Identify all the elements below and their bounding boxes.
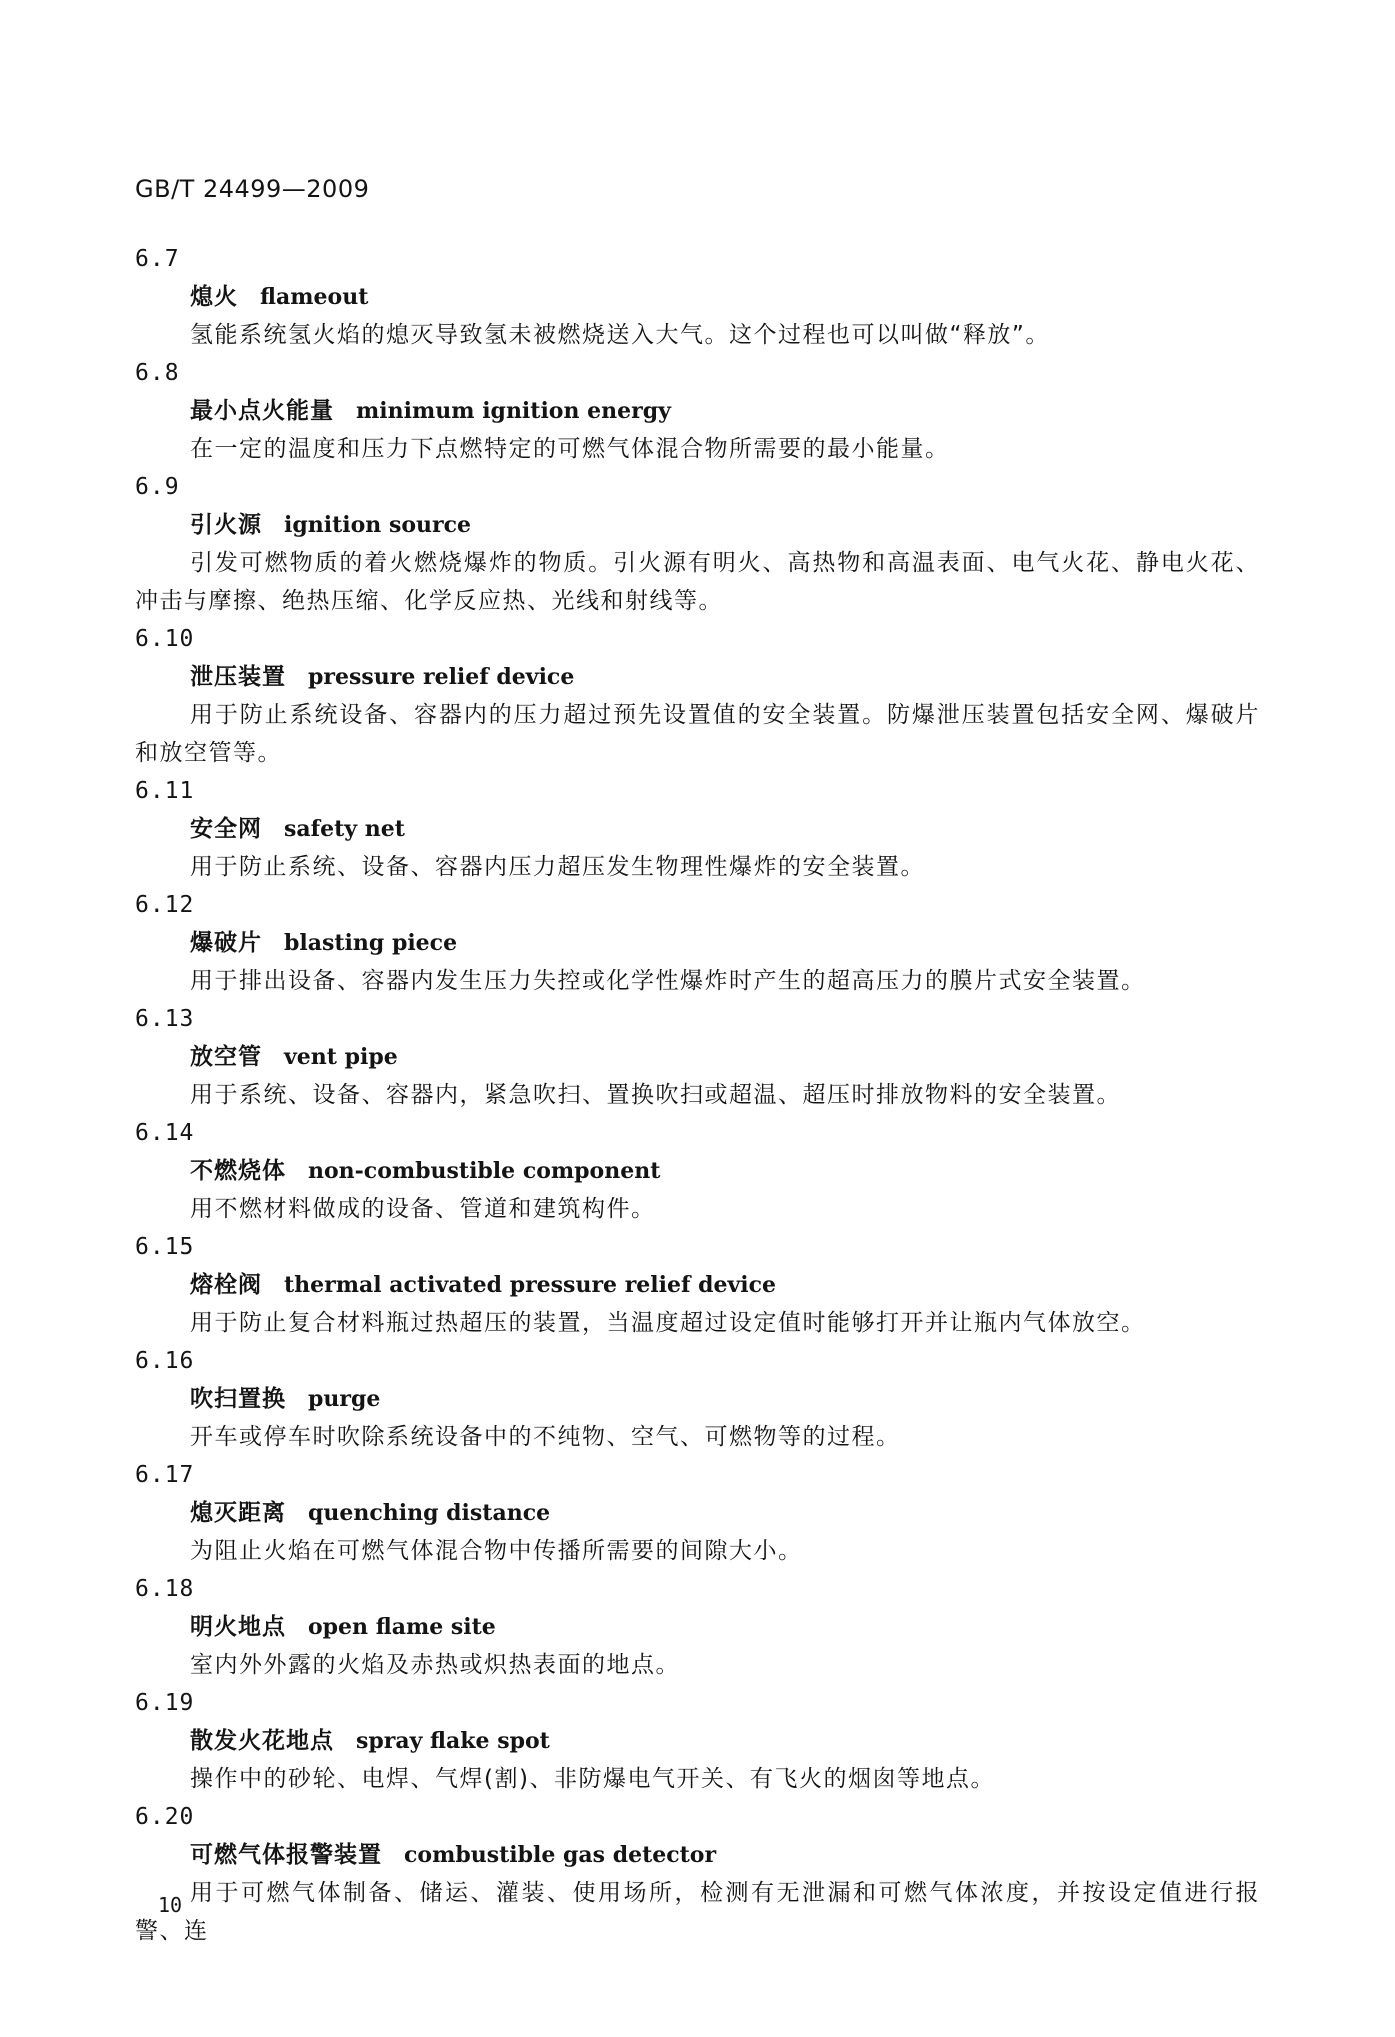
term-chinese: 明火地点 [190,1614,286,1640]
term-title [135,392,1260,430]
term-title [135,1608,1260,1646]
term-definition: 用于防止系统设备、容器内的压力超过预先设置值的安全装置。防爆泄压装置包括安全网、爆破片和放空管等。 [135,702,1260,766]
term-definition: 用不燃材料做成的设备、管道和建筑构件。 [190,1196,656,1222]
clause-number: 6.19 [135,1690,195,1716]
term-title [135,1722,1260,1760]
clause-number: 6.10 [135,626,195,652]
term-title [135,278,1260,316]
term-entry-6-18 [135,1570,1260,1684]
term-definition: 操作中的砂轮、电焊、气焊(割)、非防爆电气开关、有飞火的烟囱等地点。 [190,1766,995,1792]
clause-number: 6.15 [135,1234,195,1260]
clause-number: 6.18 [135,1576,195,1602]
term-entry-6-7 [135,240,1260,354]
term-title [135,1380,1260,1418]
term-definition: 用于可燃气体制备、储运、灌装、使用场所，检测有无泄漏和可燃气体浓度，并按设定值进行报警、连 [135,1880,1260,1944]
term-english: open flame site [308,1614,496,1640]
term-definition: 为阻止火焰在可燃气体混合物中传播所需要的间隙大小。 [190,1538,803,1564]
term-english: flameout [260,284,369,310]
clause-number: 6.8 [135,360,180,386]
term-english: thermal activated pressure relief device [284,1272,777,1298]
term-english: combustible gas detector [404,1842,717,1868]
term-english: minimum ignition energy [356,398,671,424]
term-definition: 引发可燃物质的着火燃烧爆炸的物质。引火源有明火、高热物和高温表面、电气火花、静电火花、冲击与摩擦、绝热压缩、化学反应热、光线和射线等。 [135,550,1260,614]
term-chinese: 泄压装置 [190,664,286,690]
term-chinese: 爆破片 [190,930,262,956]
term-english: spray flake spot [356,1728,550,1754]
term-chinese: 可燃气体报警装置 [190,1842,382,1868]
term-entry-6-13 [135,1000,1260,1114]
term-chinese: 不燃烧体 [190,1158,286,1184]
term-definition: 用于防止系统、设备、容器内压力超压发生物理性爆炸的安全装置。 [190,854,925,880]
term-english: blasting piece [284,930,458,956]
term-entry-6-17 [135,1456,1260,1570]
term-english: non-combustible component [308,1158,661,1184]
clause-number: 6.7 [135,246,180,272]
clause-number: 6.11 [135,778,195,804]
term-title [135,1038,1260,1076]
term-entry-6-20 [135,1798,1260,1950]
term-definition: 在一定的温度和压力下点燃特定的可燃气体混合物所需要的最小能量。 [190,436,950,462]
term-chinese: 散发火花地点 [190,1728,334,1754]
page-number: 10 [158,1893,183,1917]
standard-header: GB/T 24499—2009 [135,175,370,203]
term-english: vent pipe [284,1044,398,1070]
term-chinese: 安全网 [190,816,262,842]
term-definition: 用于防止复合材料瓶过热超压的装置，当温度超过设定值时能够打开并让瓶内气体放空。 [190,1310,1146,1336]
term-chinese: 熔栓阀 [190,1272,262,1298]
term-english: pressure relief device [308,664,575,690]
term-title [135,1266,1260,1304]
term-entry-6-8 [135,354,1260,468]
term-entry-6-16 [135,1342,1260,1456]
term-chinese: 吹扫置换 [190,1386,286,1412]
term-title [135,1836,1260,1874]
term-entry-6-9 [135,468,1260,620]
clause-number: 6.17 [135,1462,195,1488]
term-title [135,924,1260,962]
term-title [135,506,1260,544]
term-english: quenching distance [308,1500,551,1526]
term-english: ignition source [284,512,471,538]
term-definition: 用于系统、设备、容器内，紧急吹扫、置换吹扫或超温、超压时排放物料的安全装置。 [190,1082,1121,1108]
term-definition: 氢能系统氢火焰的熄灭导致氢未被燃烧送入大气。这个过程也可以叫做“释放”。 [190,322,1050,348]
term-definition: 室内外外露的火焰及赤热或炽热表面的地点。 [190,1652,680,1678]
term-title [135,810,1260,848]
clause-number: 6.20 [135,1804,195,1830]
clause-number: 6.16 [135,1348,195,1374]
clause-number: 6.12 [135,892,195,918]
term-english: purge [308,1386,381,1412]
term-chinese: 熄火 [190,284,238,310]
term-entry-6-12 [135,886,1260,1000]
term-definition: 开车或停车时吹除系统设备中的不纯物、空气、可燃物等的过程。 [190,1424,901,1450]
term-entry-6-19 [135,1684,1260,1798]
term-title [135,1152,1260,1190]
term-entry-6-10 [135,620,1260,772]
term-entry-6-15 [135,1228,1260,1342]
term-chinese: 最小点火能量 [190,398,334,424]
term-title [135,1494,1260,1532]
term-entry-6-14 [135,1114,1260,1228]
clause-number: 6.14 [135,1120,195,1146]
term-entry-6-11 [135,772,1260,886]
clause-number: 6.9 [135,474,180,500]
term-chinese: 放空管 [190,1044,262,1070]
term-definition: 用于排出设备、容器内发生压力失控或化学性爆炸时产生的超高压力的膜片式安全装置。 [190,968,1146,994]
term-title [135,658,1260,696]
term-entries [135,240,1260,1950]
term-chinese: 熄灭距离 [190,1500,286,1526]
clause-number: 6.13 [135,1006,195,1032]
term-english: safety net [284,816,405,842]
term-chinese: 引火源 [190,512,262,538]
